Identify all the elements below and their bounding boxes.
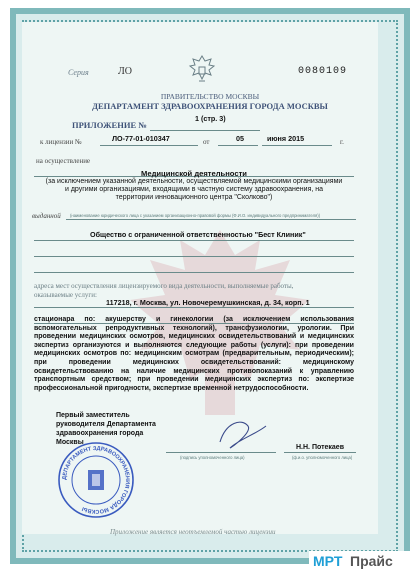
signer-title-line-3: здравоохранения города — [56, 430, 144, 437]
services-text: стационара по: акушерству и гинекологии (за исключением использования вспомогательных репродуктивных технологий), трансфузиологии, урологии. При проведении медицинских осмотров, медицинских освидетельствований и медицинских экспертиз организуются и выполняются следующие работы (услуги): при проведении медицинских осмотров по: медицинским осмотрам (предварительным, периодическим); при проведении медицинских освидетельствований: медицинскому освидетельствованию на наличие медицинских противопоказаний к управлению транспортным средством; при проведении медицинских экспертиз по: экспертизе профессиональной пригодности, экспертизе временной нетрудоспособности. — [34, 316, 354, 392]
address-value: 117218, г. Москва, ул. Новочеремушкинская, д. 34, корп. 1 — [106, 298, 310, 307]
month-year-value: июня 2015 — [267, 134, 305, 143]
year-suffix: г. — [340, 138, 344, 146]
coat-of-arms-icon — [188, 53, 216, 85]
annex-label: ПРИЛОЖЕНИЕ № — [72, 120, 147, 130]
signature-hint: (подпись уполномоченного лица) — [180, 455, 245, 460]
address-label-line-2: оказываемые услуги: — [34, 291, 97, 299]
address-label-line-1: адреса мест осуществления лицензируемого вида деятельности, выполняемые работы, — [34, 282, 294, 290]
issued-label: выданной — [32, 212, 61, 220]
license-ref-label: к лицензии № — [40, 138, 82, 146]
issued-hint: (наименование юридического лица с указанием организационно-правовой формы (Ф.И.О. индивидуального предпринимателя)) — [70, 213, 321, 218]
activity-title: Медицинской деятельности — [141, 169, 247, 178]
brand-rest: Прайс — [350, 553, 393, 569]
organization-name: Общество с ограниченной ответственностью "Бест Клиник" — [90, 230, 306, 239]
signer-title-line-1: Первый заместитель — [56, 412, 130, 419]
license-number: 0080109 — [298, 66, 348, 77]
signer-title-line-4: Москвы — [56, 439, 84, 446]
signature-icon — [212, 412, 272, 454]
series-value: ЛО — [118, 66, 133, 77]
from-label: от — [203, 138, 210, 146]
annex-value: 1 (стр. 3) — [195, 114, 226, 123]
activity-desc-line-2: и другими организациями, входящими в частную систему здравоохранения, на — [64, 186, 324, 193]
signer-title-line-2: руководителя Департамента — [56, 421, 156, 428]
department-title: ДЕПАРТАМЕНТ ЗДРАВООХРАНЕНИЯ ГОРОДА МОСКВЫ — [92, 101, 328, 111]
series-label: Серия — [68, 68, 89, 77]
department-stamp-icon — [56, 440, 136, 520]
day-value: 05 — [236, 134, 244, 143]
activity-desc-line-1: (за исключением указанной деятельности, осуществляемой медицинскими организациями — [45, 178, 343, 185]
stamp-ring-text: ДЕПАРТАМЕНТ ЗДРАВООХРАНЕНИЯ ГОРОДА МОСКВЫ — [61, 445, 131, 515]
license-ref-value: ЛО-77-01-010347 — [112, 134, 170, 143]
signer-name: Н.Н. Потекаев — [296, 444, 344, 451]
activity-desc-line-3: территории инновационного центра "Сколково") — [115, 194, 273, 201]
government-title: ПРАВИТЕЛЬСТВО МОСКВЫ — [160, 92, 260, 101]
brand-mrt: МРТ — [313, 553, 343, 569]
name-hint: (ф.и.о. уполномоченного лица) — [292, 455, 353, 460]
mrtprice-logo — [309, 551, 412, 573]
footer-note: Приложение является неотъемлемой частью лицензии — [110, 528, 276, 536]
activity-label: на осуществление — [36, 157, 91, 165]
